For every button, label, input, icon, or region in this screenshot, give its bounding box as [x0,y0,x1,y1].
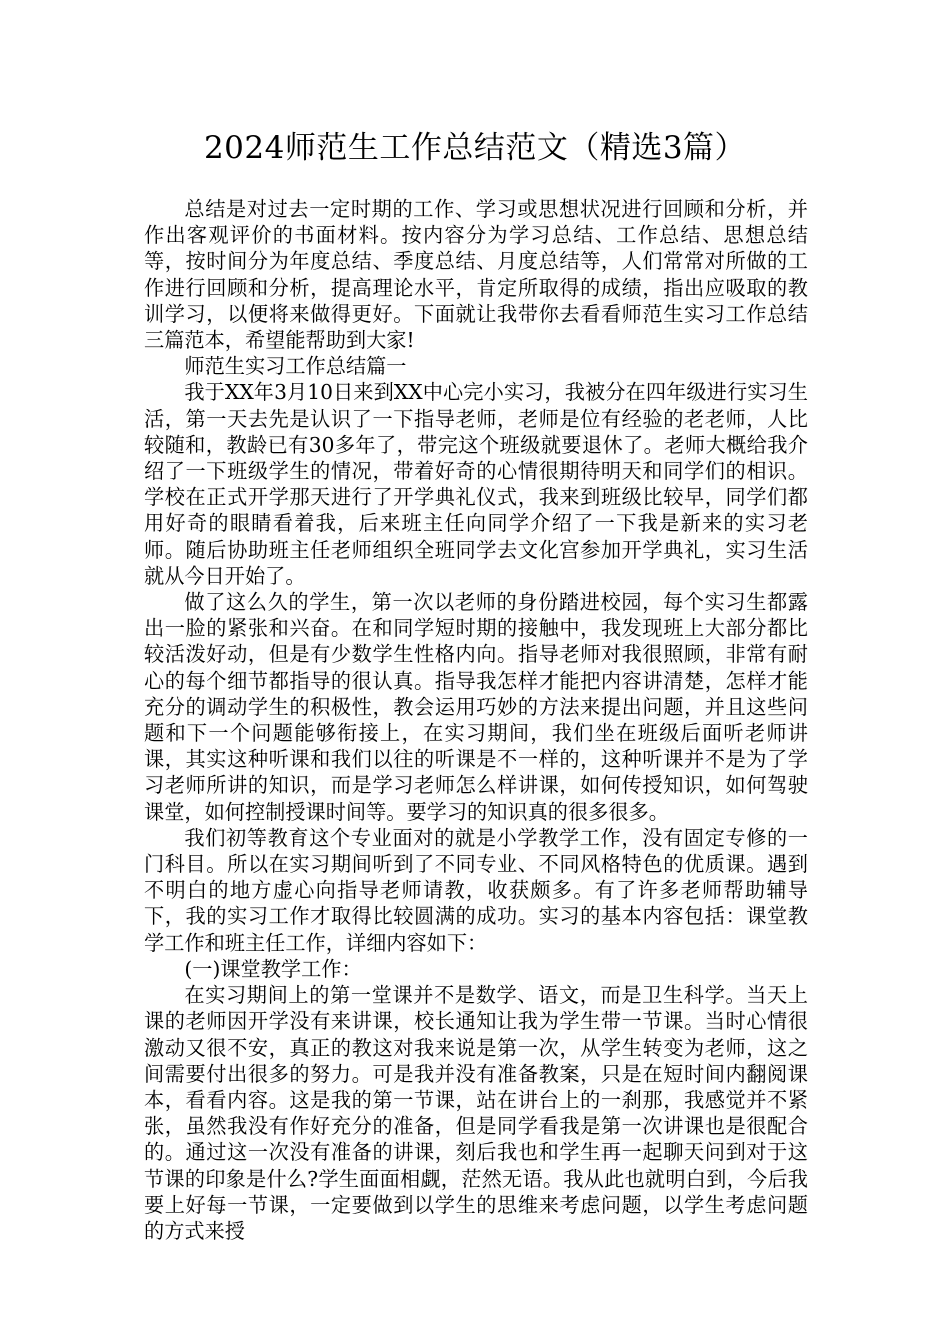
intro-paragraph: 总结是对过去一定时期的工作、学习或思想状况进行回顾和分析，并作出客观评价的书面材料。按内容分为学习总结、工作总结、思想总结等，按时间分为年度总结、季度总结、月度总结等，人们常常对所做的工作进行回顾和分析，提高理论水平，肯定所取得的成绩，指出应吸取的教训学习，以便将来做得更好。下面就让我带你去看看师范生实习工作总结三篇范本，希望能帮助到大家! [144,197,808,353]
body-paragraph: 做了这么久的学生，第一次以老师的身份踏进校园，每个实习生都露出一脸的紧张和兴奋。在和同学短时期的接触中，我发现班上大部分都比较活泼好动，但是有少数学生性格内向。指导老师对我很照顾，非常有耐心的每个细节都指导的很认真。指导我怎样才能把内容讲清楚，怎样才能充分的调动学生的积极性，教会运用巧妙的方法来提出问题，并且这些问题和下一个问题能够衔接上，在实习期间，我们坐在班级后面听老师讲课，其实这种听课和我们以往的听课是不一样的，这种听课并不是为了学习老师所讲的知识，而是学习老师怎么样讲课，如何传授知识，如何驾驶课堂，如何控制授课时间等。要学习的知识真的很多很多。 [144,590,808,824]
body-paragraph: 我们初等教育这个专业面对的就是小学教学工作，没有固定专修的一门科目。所以在实习期间听到了不同专业、不同风格特色的优质课。遇到不明白的地方虚心向指导老师请教，收获颇多。有了许多老师帮助辅导下，我的实习工作才取得比较圆满的成功。实习的基本内容包括：课堂教学工作和班主任工作，详细内容如下： [144,825,808,955]
document-body [144,196,808,1244]
subsection-heading: (一)课堂教学工作： [184,956,362,981]
page-title: 2024师范生工作总结范文（精选3篇） [203,130,747,166]
section-heading: 师范生实习工作总结篇一 [184,354,407,379]
body-paragraph: 在实习期间上的第一堂课并不是数学、语文，而是卫生科学。当天上课的老师因开学没有来讲课，校长通知让我为学生带一节课。当时心情很激动又很不安，真正的教这对我来说是第一次，从学生转变为老师，这之间需要付出很多的努力。可是我并没有准备教案，只是在短时间内翻阅课本，看看内容。这是我的第一节课，站在讲台上的一刹那，我感觉并不紧张，虽然我没有作好充分的准备，但是同学看我是第一次讲课也是很配合的。通过这一次没有准备的讲课，刻后我也和学生再一起聊天问到对于这节课的印象是什么?学生面面相觑，茫然无语。我从此也就明白到，今后我要上好每一节课，一定要做到以学生的思维来考虑问题，以学生考虑问题的方式来授 [144,983,808,1243]
body-paragraph: 我于XX年3月10日来到XX中心完小实习，我被分在四年级进行实习生活，第一天去先是认识了一下指导老师，老师是位有经验的老老师，人比较随和，教龄已有30多年了，带完这个班级就要退休了。老师大概给我介绍了一下班级学生的情况，带着好奇的心情很期待明天和同学们的相识。学校在正式开学那天进行了开学典礼仪式，我来到班级比较早，同学们都用好奇的眼睛看着我，后来班主任向同学介绍了一下我是新来的实习老师。随后协助班主任老师组织全班同学去文化宫参加开学典礼，实习生活就从今日开始了。 [144,380,808,588]
